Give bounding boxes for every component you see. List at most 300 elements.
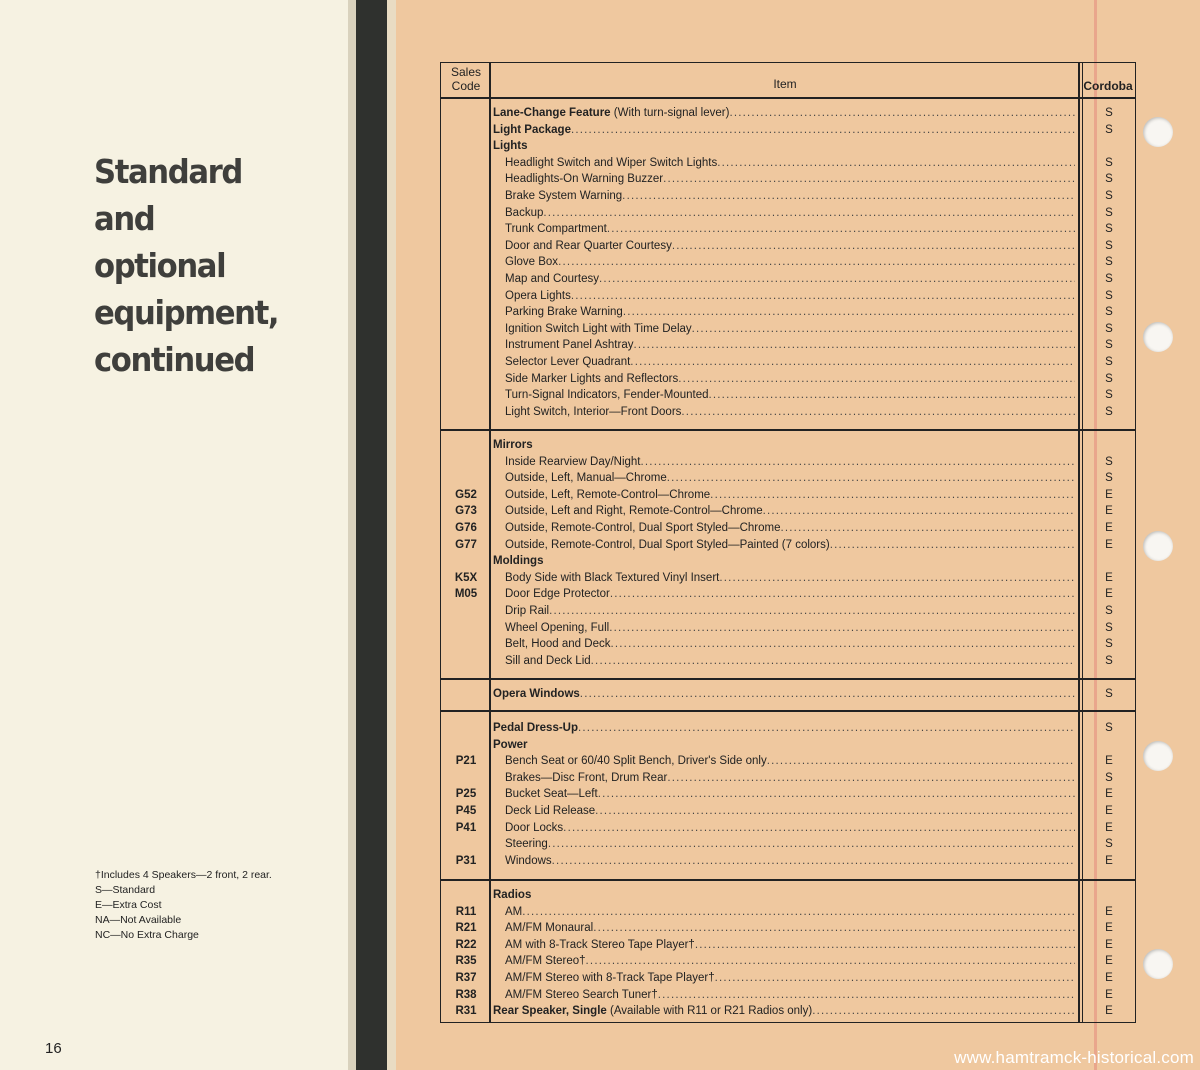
item-cell <box>505 753 1075 770</box>
item-label-text: Deck Lid Release <box>505 805 596 817</box>
table-row <box>441 987 1137 1004</box>
punch-hole <box>1143 531 1173 561</box>
item-cell <box>493 138 1075 155</box>
table-row <box>441 937 1137 954</box>
item-label-text: Belt, Hood and Deck <box>505 638 611 651</box>
item-label-text: Backup <box>505 206 544 219</box>
leader-dots <box>780 520 1075 537</box>
table-row <box>441 720 1137 737</box>
leader-dots <box>692 321 1075 338</box>
item-label-text: Selector Lever Quadrant <box>505 356 631 368</box>
item-label-text: Instrument Panel Ashtray <box>505 339 634 352</box>
leader-dots <box>767 753 1075 770</box>
item-cell <box>505 171 1075 188</box>
item-label <box>493 887 531 904</box>
sales-code: G76 <box>455 522 477 534</box>
table-row <box>441 904 1137 921</box>
item-label <box>505 853 552 870</box>
leader-dots <box>598 786 1075 803</box>
item-cell <box>505 371 1075 388</box>
item-label <box>505 454 641 471</box>
table-row <box>441 304 1137 321</box>
item-cell <box>505 570 1075 587</box>
item-label-text: Door Edge Protector <box>505 588 610 601</box>
leader-dots <box>715 970 1075 987</box>
legend-item: NA—Not Available <box>95 914 182 926</box>
item-label <box>505 920 593 937</box>
table-row <box>441 887 1137 904</box>
leader-dots <box>591 653 1075 670</box>
table-row <box>441 238 1137 255</box>
sales-code: M05 <box>454 588 478 601</box>
item-cell <box>493 737 1075 754</box>
item-label-bold: Power <box>493 738 528 751</box>
item-cell <box>493 105 1075 122</box>
availability-value: E <box>1105 854 1113 867</box>
sales-code: R37 <box>455 972 477 984</box>
item-label-bold: Opera Windows <box>493 688 580 700</box>
availability-value: S <box>1105 356 1113 368</box>
availability-value: E <box>1105 571 1113 584</box>
item-label-text: Trunk Compartment <box>505 223 607 236</box>
item-label-text: Light Switch, Interior—Front Doors <box>505 405 682 418</box>
item-label-text: AM/FM Monaural <box>505 922 594 935</box>
item-label-text: Side Marker Lights and Reflectors <box>505 372 679 385</box>
item-label <box>493 437 533 454</box>
availability-value: S <box>1105 654 1113 667</box>
leader-dots <box>609 620 1075 637</box>
heading-line: Standard <box>94 152 242 191</box>
availability-value: S <box>1105 156 1113 169</box>
leader-dots <box>678 371 1075 388</box>
table-row <box>441 371 1137 388</box>
item-label <box>505 387 708 404</box>
table-row <box>441 387 1137 404</box>
leader-dots <box>552 853 1075 870</box>
leader-dots <box>599 271 1075 288</box>
availability-value: S <box>1105 771 1113 784</box>
item-label-text: (Available with R11 or R21 Radios only) <box>606 1005 813 1018</box>
item-cell <box>505 603 1075 620</box>
availability-value: S <box>1105 322 1113 335</box>
availability-value: E <box>1105 788 1113 801</box>
item-cell <box>505 188 1075 205</box>
item-cell <box>505 337 1075 354</box>
item-cell <box>505 970 1075 987</box>
header-item: Item <box>773 77 797 91</box>
header-divider <box>441 97 1135 99</box>
item-cell <box>505 820 1075 837</box>
item-label-text: Bucket Seat—Left <box>505 788 598 801</box>
availability-value: S <box>1105 605 1113 617</box>
item-label-text: Opera Lights <box>505 289 571 302</box>
table-row <box>441 155 1137 172</box>
item-cell <box>493 887 1075 904</box>
leader-dots <box>548 836 1075 853</box>
availability-value: E <box>1105 955 1113 968</box>
item-label <box>493 138 528 155</box>
leader-dots <box>595 803 1075 820</box>
leader-dots <box>672 238 1075 255</box>
item-label <box>505 354 630 371</box>
item-label-text: (With turn-signal lever) <box>610 107 730 119</box>
table-row <box>441 404 1137 421</box>
item-label <box>505 221 607 238</box>
item-cell <box>505 586 1075 603</box>
availability-value: E <box>1105 488 1113 501</box>
availability-value: S <box>1105 107 1113 119</box>
item-label-text: Brakes—Disc Front, Drum Rear <box>505 771 668 784</box>
leader-dots <box>630 354 1075 371</box>
leader-dots <box>571 288 1075 305</box>
leader-dots <box>658 987 1075 1004</box>
leader-dots <box>580 686 1075 703</box>
table-row <box>441 603 1137 620</box>
leader-dots <box>558 254 1075 271</box>
availability-value: S <box>1105 173 1113 186</box>
item-cell <box>505 520 1075 537</box>
item-label <box>505 937 695 954</box>
sales-code: R11 <box>455 905 477 918</box>
item-cell <box>505 254 1075 271</box>
availability-value: S <box>1105 190 1113 202</box>
item-cell <box>505 288 1075 305</box>
leader-dots <box>708 387 1075 404</box>
availability-value: E <box>1105 972 1113 984</box>
item-label-text: Ignition Switch Light with Time Delay <box>505 322 692 335</box>
item-label <box>493 737 528 754</box>
legend-footnote: †Includes 4 Speakers—2 front, 2 rear. <box>95 869 272 881</box>
item-cell <box>493 720 1075 737</box>
leader-dots <box>610 636 1075 653</box>
table-row <box>441 953 1137 970</box>
punch-hole <box>1143 741 1173 771</box>
item-label <box>505 238 672 255</box>
page-number: 16 <box>45 1040 62 1057</box>
item-cell <box>505 853 1075 870</box>
item-label-bold: Lights <box>493 140 528 153</box>
leader-dots <box>830 537 1075 554</box>
item-label-text: Outside, Left, Remote-Control—Chrome <box>505 488 711 501</box>
leader-dots <box>622 188 1075 205</box>
availability-value: S <box>1105 273 1113 285</box>
table-row <box>441 570 1137 587</box>
item-label-bold: Pedal Dress-Up <box>493 722 579 734</box>
item-cell <box>505 836 1075 853</box>
item-label <box>505 636 610 653</box>
item-label <box>505 371 678 388</box>
table-row <box>441 188 1137 205</box>
item-label-text: AM/FM Stereo Search Tuner† <box>505 988 658 1001</box>
table-row <box>441 770 1137 787</box>
item-label <box>505 620 609 637</box>
item-label <box>505 836 548 853</box>
item-cell <box>505 221 1075 238</box>
header-sales-code: Sales Code <box>450 65 482 93</box>
leader-dots <box>623 304 1075 321</box>
table-row <box>441 105 1137 122</box>
table-row <box>441 337 1137 354</box>
sales-code: P25 <box>455 788 477 801</box>
section-divider <box>441 710 1135 712</box>
item-cell <box>505 636 1075 653</box>
table-row <box>441 653 1137 670</box>
item-cell <box>505 920 1075 937</box>
item-cell <box>505 487 1075 504</box>
leader-dots <box>633 337 1075 354</box>
item-label <box>505 653 591 670</box>
leader-dots <box>695 937 1075 954</box>
item-label <box>505 304 623 321</box>
availability-value: S <box>1105 838 1113 851</box>
table-row <box>441 288 1137 305</box>
availability-value: E <box>1105 522 1113 534</box>
punch-hole <box>1143 949 1173 979</box>
item-cell <box>505 803 1075 820</box>
item-label-text: Body Side with Black Textured Vinyl Insert <box>505 571 720 584</box>
table-row <box>441 503 1137 520</box>
item-label-text: AM/FM Stereo with 8-Track Tape Player† <box>505 972 715 984</box>
leader-dots <box>610 586 1075 603</box>
item-label-text: Turn-Signal Indicators, Fender-Mounted <box>505 389 709 402</box>
item-cell <box>505 904 1075 921</box>
item-label-text: Door and Rear Quarter Courtesy <box>505 239 672 252</box>
leader-dots <box>663 171 1075 188</box>
availability-value: S <box>1105 472 1113 485</box>
availability-value: S <box>1105 455 1113 468</box>
sales-code: P31 <box>455 854 477 867</box>
sales-code: K5X <box>454 571 478 584</box>
item-label-text: Wheel Opening, Full <box>505 621 610 634</box>
item-label <box>505 337 633 354</box>
item-cell <box>505 770 1075 787</box>
availability-value: E <box>1105 588 1113 601</box>
item-label-bold: Light Package <box>493 123 571 136</box>
item-label <box>505 570 719 587</box>
item-label <box>505 271 599 288</box>
item-label <box>493 553 543 570</box>
table-row <box>441 737 1137 754</box>
item-label-text: Sill and Deck Lid <box>505 654 591 667</box>
item-label-text: AM <box>505 905 523 918</box>
availability-value: S <box>1105 123 1113 136</box>
item-label <box>505 953 586 970</box>
table-row <box>441 138 1137 155</box>
heading-line: and <box>94 199 155 238</box>
availability-value: S <box>1105 688 1113 700</box>
item-cell <box>505 620 1075 637</box>
item-cell <box>505 354 1075 371</box>
leader-dots <box>549 603 1075 620</box>
leader-dots <box>729 105 1075 122</box>
item-label <box>505 155 717 172</box>
table-row <box>441 254 1137 271</box>
availability-value: E <box>1105 538 1113 551</box>
item-cell <box>493 686 1075 703</box>
item-label-bold: Moldings <box>493 555 544 568</box>
table-row <box>441 122 1137 139</box>
item-label <box>505 586 610 603</box>
table-row <box>441 221 1137 238</box>
item-label-text: Door Locks <box>505 821 564 834</box>
item-cell <box>505 304 1075 321</box>
section-divider <box>441 429 1135 431</box>
availability-value: E <box>1105 922 1113 935</box>
item-cell <box>505 155 1075 172</box>
table-row <box>441 520 1137 537</box>
item-label-text: Outside, Remote-Control, Dual Sport Styled—Chrome <box>505 522 781 534</box>
item-label <box>505 404 681 421</box>
item-cell <box>505 321 1075 338</box>
availability-value: S <box>1105 206 1113 219</box>
leader-dots <box>681 404 1075 421</box>
item-label-text: Inside Rearview Day/Night <box>505 455 641 468</box>
binding-gap <box>387 0 396 1070</box>
table-row <box>441 836 1137 853</box>
item-label-text: Drip Rail <box>505 605 550 617</box>
item-label-text: Headlight Switch and Wiper Switch Lights <box>505 156 718 169</box>
section-divider <box>441 678 1135 680</box>
table-row <box>441 537 1137 554</box>
item-cell <box>493 553 1075 570</box>
leader-dots <box>719 570 1075 587</box>
legend-item: E—Extra Cost <box>95 899 162 911</box>
item-label <box>505 487 710 504</box>
heading-line: continued <box>94 340 255 379</box>
item-cell <box>505 937 1075 954</box>
item-cell <box>505 503 1075 520</box>
table-row <box>441 271 1137 288</box>
legend-item: NC—No Extra Charge <box>95 929 199 941</box>
table-row <box>441 470 1137 487</box>
table-row <box>441 586 1137 603</box>
item-cell <box>505 953 1075 970</box>
item-label-text: Glove Box <box>505 256 559 269</box>
sales-code: P21 <box>455 755 477 768</box>
item-label-bold: Rear Speaker, Single <box>493 1005 607 1018</box>
item-label <box>493 1003 812 1020</box>
item-label-text: Map and Courtesy <box>505 273 599 285</box>
item-label-text: Bench Seat or 60/40 Split Bench, Driver's Side only <box>505 755 767 768</box>
item-cell <box>505 470 1075 487</box>
item-label-text: Parking Brake Warning <box>505 306 623 319</box>
item-label <box>505 205 543 222</box>
leader-dots <box>641 454 1075 471</box>
leader-dots <box>543 205 1075 222</box>
item-label <box>493 720 578 737</box>
table-row <box>441 487 1137 504</box>
table-row <box>441 354 1137 371</box>
item-cell <box>505 387 1075 404</box>
item-label <box>493 105 729 122</box>
availability-value: S <box>1105 289 1113 302</box>
table-row <box>441 553 1137 570</box>
sales-code: G52 <box>455 488 477 501</box>
leader-dots <box>607 221 1075 238</box>
availability-value: E <box>1105 755 1113 768</box>
item-cell <box>505 271 1075 288</box>
item-label <box>505 171 663 188</box>
table-row <box>441 786 1137 803</box>
binding-bar <box>356 0 387 1070</box>
table-row <box>441 205 1137 222</box>
punch-hole <box>1143 117 1173 147</box>
item-label-text: Outside, Left, Manual—Chrome <box>505 472 667 485</box>
item-label <box>505 770 667 787</box>
item-label-text: Windows <box>505 854 552 867</box>
item-cell <box>493 122 1075 139</box>
leader-dots <box>563 820 1075 837</box>
leader-dots <box>710 487 1075 504</box>
item-label <box>505 970 715 987</box>
item-cell <box>505 404 1075 421</box>
availability-value: S <box>1105 339 1113 352</box>
availability-value: S <box>1105 389 1113 402</box>
leader-dots <box>593 920 1075 937</box>
sales-code: P45 <box>455 805 477 817</box>
availability-value: E <box>1105 988 1113 1001</box>
leader-dots <box>763 503 1075 520</box>
item-label <box>493 122 571 139</box>
availability-value: S <box>1105 722 1113 734</box>
item-cell <box>505 786 1075 803</box>
table-row <box>441 803 1137 820</box>
item-label-text: Brake System Warning <box>505 190 623 202</box>
item-label-text: Steering <box>505 838 548 851</box>
item-label <box>505 470 667 487</box>
leader-dots <box>717 155 1075 172</box>
item-label <box>505 987 658 1004</box>
item-cell <box>505 454 1075 471</box>
header-cordoba: Cordoba <box>1083 79 1133 93</box>
table-row <box>441 970 1137 987</box>
page-gutter <box>348 0 356 1070</box>
table-row <box>441 920 1137 937</box>
leader-dots <box>522 904 1075 921</box>
item-label <box>505 188 622 205</box>
sales-code: G77 <box>455 538 477 551</box>
item-label-bold: Lane-Change Feature <box>493 107 611 119</box>
heading-line: equipment, <box>94 293 279 332</box>
item-cell <box>505 205 1075 222</box>
item-label <box>493 686 580 703</box>
item-cell <box>493 437 1075 454</box>
availability-value: S <box>1105 306 1113 319</box>
item-label-text: Outside, Left and Right, Remote-Control—Chrome <box>505 505 763 518</box>
item-label-bold: Mirrors <box>493 439 533 451</box>
table-row <box>441 321 1137 338</box>
availability-value: E <box>1105 905 1113 918</box>
availability-value: E <box>1105 805 1113 817</box>
item-label-text: Outside, Remote-Control, Dual Sport Styled—Painted (7 colors) <box>505 538 830 551</box>
availability-value: S <box>1105 223 1113 236</box>
item-label <box>505 254 558 271</box>
item-label-text: AM with 8-Track Stereo Tape Player† <box>505 938 695 951</box>
item-label <box>505 288 571 305</box>
table-row <box>441 686 1137 703</box>
item-label <box>505 537 830 554</box>
table-row <box>441 171 1137 188</box>
leader-dots <box>812 1003 1075 1020</box>
item-label <box>505 503 763 520</box>
leader-dots <box>578 720 1075 737</box>
sales-code: R21 <box>455 922 477 935</box>
availability-value: S <box>1105 256 1113 269</box>
punch-hole <box>1143 322 1173 352</box>
item-label <box>505 904 522 921</box>
leader-dots <box>571 122 1075 139</box>
table-row <box>441 820 1137 837</box>
